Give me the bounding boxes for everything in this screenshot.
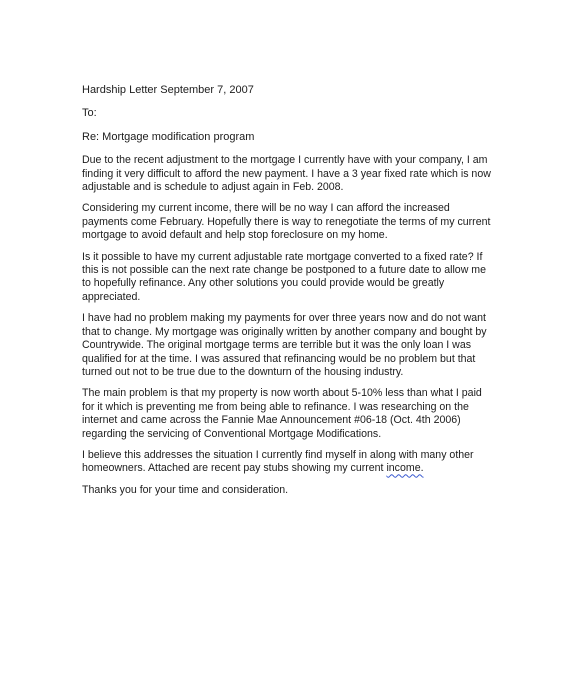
- letter-subject-line: Re: Mortgage modification program: [82, 130, 255, 143]
- letter-paragraph-5: The main problem is that my property is now worth about 5-10% less than what I paid for it which is preventing me from being able to refinance. I was researching on the internet and came across the Fannie Mae Announcement #06-18 (Oct. 4th 2006) regarding the servicing of Conventional Mortgage Modifications.: [82, 387, 482, 440]
- letter-body: [82, 84, 497, 505]
- letter-paragraph-6-text: I believe this addresses the situation I currently find myself in along with many other homeowners. Attached are recent pay stubs showing my current: [82, 448, 474, 475]
- letter-paragraph-3: Is it possible to have my current adjustable rate mortgage converted to a fixed rate? If this is not possible can the next rate change be postponed to a future date to allow me to hopefully refinance. Any other solutions you could provide would be greatly appreciated.: [82, 250, 487, 303]
- letter-closing: Thanks you for your time and consideration.: [82, 483, 289, 496]
- letter-paragraph-2: Considering my current income, there will be no way I can afford the increased payments come February. Hopefully there is way to renegotiate the terms of my current mortgage to avoid default and help stop foreclosure on my home.: [82, 202, 491, 242]
- letter-paragraph-6: [82, 449, 497, 476]
- letter-heading: Hardship Letter September 7, 2007: [82, 84, 254, 96]
- letter-paragraph-4: I have had no problem making my payments for over three years now and do not want that to change. My mortgage was originally written by another company and bought by Countrywide. The original mortgage terms are terrible but it was the only loan I was qualified for at the time. I was assured that refinancing would be no problem but that turned out not to be true due to the downturn of the housing industry.: [82, 312, 487, 378]
- spellcheck-flagged-word[interactable]: income.: [386, 462, 424, 475]
- letter-to-line: To:: [82, 107, 97, 120]
- letter-paragraph-1: Due to the recent adjustment to the mortgage I currently have with your company, I am finding it very difficult to afford the new payment. I have a 3 year fixed rate which is now adjustable and is schedule to adjust again in Feb. 2008.: [82, 154, 491, 194]
